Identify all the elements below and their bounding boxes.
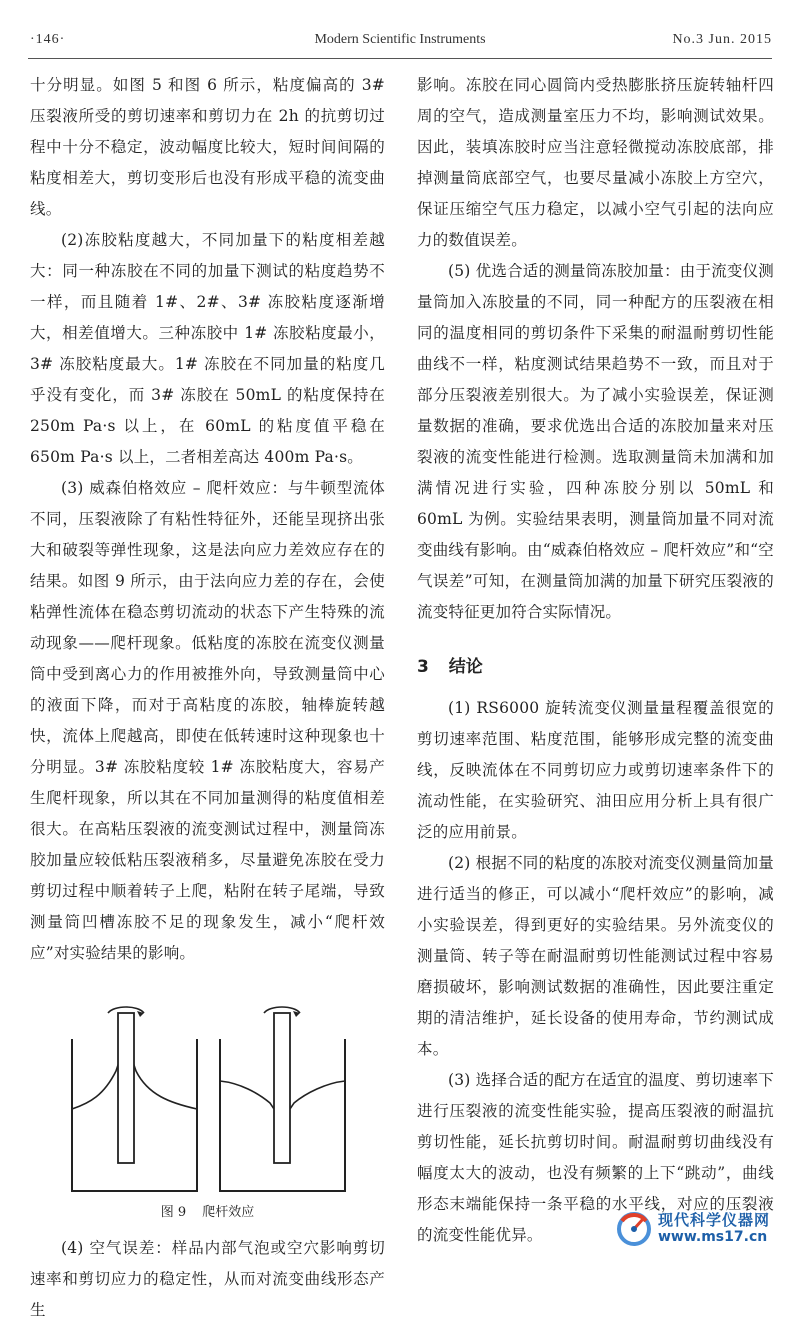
figure-caption-number: 图 9: [160, 1205, 187, 1220]
journal-name: Modern Scientific Instruments: [314, 32, 486, 47]
paragraph-item-5: (5) 优选合适的测量筒冻胶加量：由于流变仪测量筒加入冻胶量的不同，同一种配方的压裂液在相同的温度相同的剪切条件下采集的耐温耐剪切性能曲线不一样，粘度测试结果趋势不一致，而且对于部分压裂液差别很大。为了减小实验误差，保证测量数据的准确，要求优选出合适的冻胶加量来对压裂液的流变性能进行检测。选取测量筒未加满和加满情况进行实验，四种冻胶分别以 50mL 和 60mL 为例。实验结果表明，测量筒加量不同对流变曲线有影响。由“威森伯格效应 – 爬杆效应”和“空气误差”可知，在测量筒加满的加量下研究压裂液的流变特征更加符合实际情况。: [417, 262, 774, 621]
watermark-url: www.ms17.cn: [658, 1229, 768, 1245]
issue-info: No.3 Jun. 2015: [672, 32, 772, 47]
figure-9: [30, 999, 385, 1199]
page-header: [28, 32, 772, 54]
conclusion-3: (3) 选择合适的配方在适宜的温度、剪切速率下进行压裂液的流变性能实验，提高压裂液的耐温抗剪切性能，延长抗剪切时间。耐温耐剪切曲线没有幅度太大的波动，也没有频繁的上下“跳动”，曲线形态末端能保持一条平稳的水平线，对应的压裂液的流变性能优异。: [417, 1071, 774, 1244]
figure-caption: [30, 1203, 385, 1223]
site-watermark: [616, 1207, 786, 1251]
paragraph-continued: 十分明显。如图 5 和图 6 所示，粘度偏高的 3# 压裂液所受的剪切速率和剪切力在 2h 的抗剪切过程中十分不稳定，波动幅度比较大，短时间间隔的粘度相差大，剪切变形后也没有形成平稳的流变曲线。: [30, 76, 385, 218]
paragraph-item-3: (3) 威森伯格效应 – 爬杆效应：与牛顿型流体不同，压裂液除了有粘性特征外，还能呈现挤出张大和破裂等弹性现象，这是法向应力差效应存在的结果。如图 9 所示，由于法向应力差的存在，会使粘弹性流体在稳态剪切流动的状态下产生特殊的流动现象——爬杆现象。低粘度的冻胶在流变仪测量筒中受到离心力的作用被推外向，导致测量筒中心的液面下降，而对于高粘度的冻胶，轴棒旋转越快，流体上爬越高，即使在低转速时这种现象也十分明显。3# 冻胶粘度较 1# 冻胶粘度大，容易产生爬杆现象，所以其在不同加量测得的粘度值相差很大。在高粘压裂液的流变测试过程中，测量筒冻胶加量应较低粘压裂液稍多，尽量避免冻胶在受力剪切过程中顺着转子上爬，粘附在转子尾端，导致测量筒凹槽冻胶不足的现象发生，减小“爬杆效应”对实验结果的影响。: [30, 479, 385, 962]
header-rule: [28, 58, 772, 59]
paragraph-continued-right: 影响。冻胶在同心圆筒内受热膨胀挤压旋转轴杆四周的空气，造成测量室压力不均，影响测试效果。因此，装填冻胶时应当注意轻微搅动冻胶底部，排掉测量筒底部空气，也要尽量减小冻胶上方空穴，保证压缩空气压力稳定，以减小空气引起的法向应力的数值误差。: [417, 76, 774, 249]
conclusion-2: (2) 根据不同的粘度的冻胶对流变仪测量筒加量进行适当的修正，可以减小“爬杆效应”的影响，减小实验误差，得到更好的实验结果。另外流变仪的测量筒、转子等在耐温耐剪切性能测试过程中容易磨损破坏，影响测试数据的准确性，因此要注重定期的清洁维护，延长设备的使用寿命，节约测试成本。: [417, 854, 774, 1058]
right-column: [417, 70, 774, 1251]
section-number: 3: [417, 657, 429, 677]
page-number: ·146·: [30, 32, 66, 47]
section-heading: [417, 652, 774, 677]
section-title: 结论: [448, 657, 483, 677]
paragraph-item-4: (4) 空气误差：样品内部气泡或空穴影响剪切速率和剪切应力的稳定性，从而对流变曲线形态产生: [30, 1239, 385, 1319]
left-column: [30, 70, 385, 1326]
paragraph-item-2: (2)冻胶粘度越大，不同加量下的粘度相差越大：同一种冻胶在不同的加量下测试的粘度趋势不一样，而且随着 1#、2#、3# 冻胶粘度逐渐增大，相差值增大。三种冻胶中 1# 冻胶粘度最小，3# 冻胶粘度最大。1# 冻胶在不同加量的粘度几乎没有变化，而 3# 冻胶在 50mL 的粘度保持在 250m Pa·s 以上，在 60mL 的粘度值平稳在 650m Pa·s 以上，二者相差高达 400m Pa·s。: [30, 231, 385, 466]
rod-climbing-diagram: [30, 999, 385, 1199]
gauge-icon: [616, 1207, 656, 1251]
conclusion-1: (1) RS6000 旋转流变仪测量量程覆盖很宽的剪切速率范围、粘度范围，能够形成完整的流变曲线，反映流体在不同剪切应力或剪切速率条件下的流动性能，在实验研究、油田应用分析上具有很广泛的应用前景。: [417, 699, 774, 841]
figure-caption-text: 爬杆效应: [202, 1205, 255, 1220]
watermark-site-name: 现代科学仪器网: [658, 1211, 771, 1229]
